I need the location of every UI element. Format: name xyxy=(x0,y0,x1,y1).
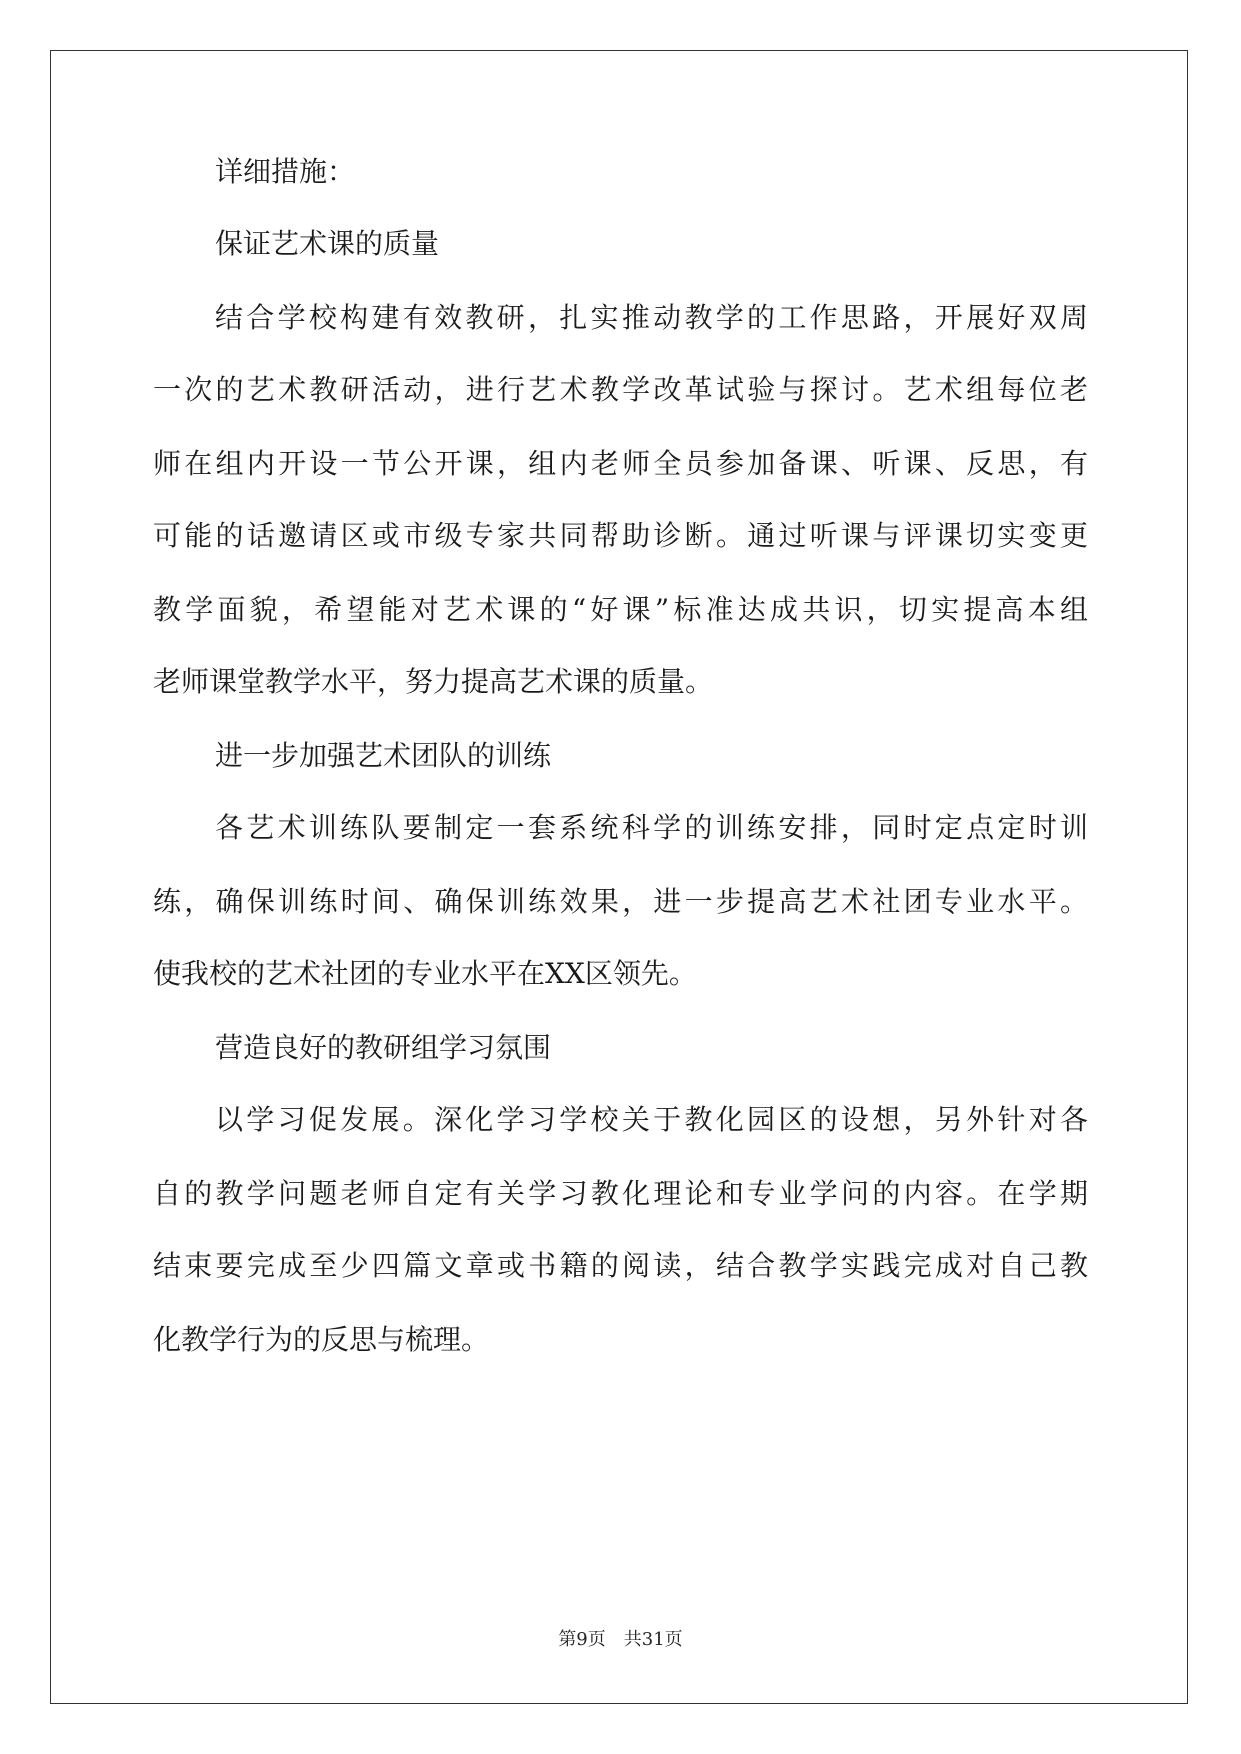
section-heading: 保证艺术课的质量 xyxy=(215,227,440,260)
text-line: 化教学行为的反思与梳理。 xyxy=(153,1323,490,1356)
text-line: 结束要完成至少四篇文章或书籍的阅读，结合教学实践完成对自己教 xyxy=(153,1249,1088,1282)
text-line: 练，确保训练时间、确保训练效果，进一步提高艺术社团专业水平。 xyxy=(153,885,1088,918)
page-footer xyxy=(0,1628,1241,1652)
text-line: 教学面貌，希望能对艺术课的“好课”标准达成共识，切实提高本组 xyxy=(153,593,1088,626)
page-total: 共31页 xyxy=(623,1629,683,1650)
text-line: 详细措施： xyxy=(215,155,356,188)
text-line: 以学习促发展。深化学习学校关于教化园区的设想，另外针对各 xyxy=(215,1103,1088,1136)
text-line: 自的教学问题老师自定有关学习教化理论和专业学问的内容。在学期 xyxy=(153,1177,1088,1210)
text-line: 结合学校构建有效教研，扎实推动教学的工作思路，开展好双周 xyxy=(215,301,1088,334)
section-heading: 进一步加强艺术团队的训练 xyxy=(215,739,552,772)
text-line: 使我校的艺术社团的专业水平在XX区领先。 xyxy=(153,957,697,990)
text-line: 可能的话邀请区或市级专家共同帮助诊断。通过听课与评课切实变更 xyxy=(153,519,1088,552)
text-line: 老师课堂教学水平，努力提高艺术课的质量。 xyxy=(153,665,714,698)
text-line: 一次的艺术教研活动，进行艺术教学改革试验与探讨。艺术组每位老 xyxy=(153,373,1088,406)
text-line: 师在组内开设一节公开课，组内老师全员参加备课、听课、反思，有 xyxy=(153,447,1088,480)
text-line: 各艺术训练队要制定一套系统科学的训练安排，同时定点定时训 xyxy=(215,811,1088,844)
page-number: 第9页 xyxy=(558,1629,606,1650)
section-heading: 营造良好的教研组学习氛围 xyxy=(215,1031,552,1064)
